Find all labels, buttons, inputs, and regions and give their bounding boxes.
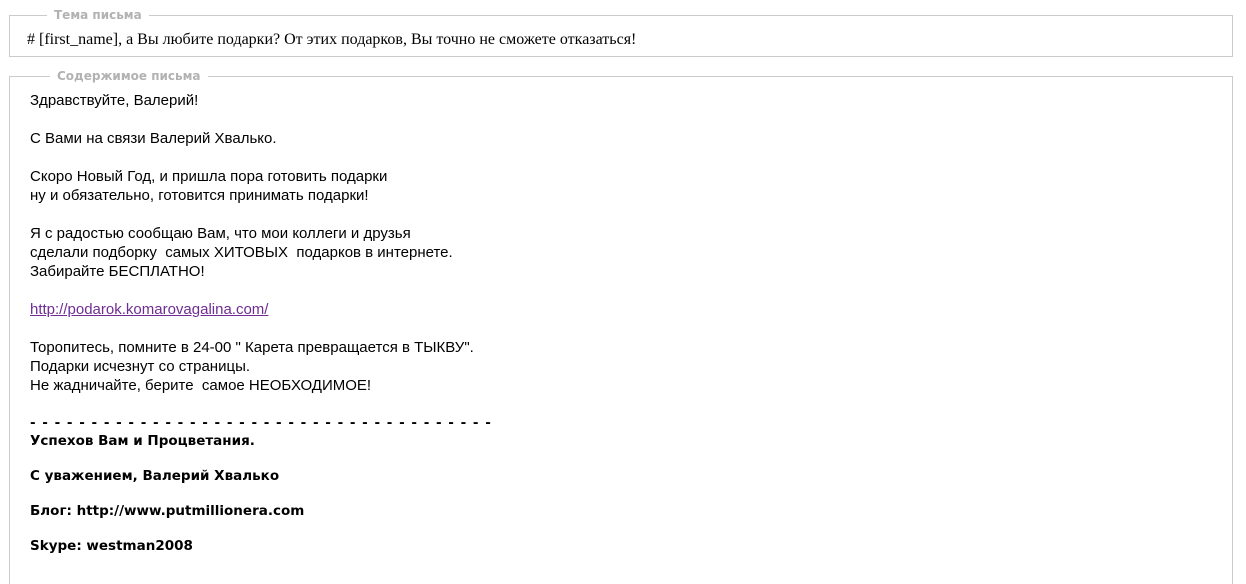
- subject-value: # [first_name], а Вы любите подарки? От этих подарков, Вы точно не сможете отказаться!: [27, 31, 637, 48]
- paragraph-sender: [30, 129, 1212, 148]
- signature-blog-line: Блог: http://www.putmillionera.com: [30, 503, 305, 519]
- body-line: Не жадничайте, берите самое НЕОБХОДИМОЕ!: [30, 377, 372, 394]
- content-legend: Содержимое письма: [57, 69, 201, 83]
- body-line: ну и обязательно, готовится принимать подарки!: [30, 187, 369, 204]
- signature-skype: [30, 537, 1212, 555]
- content-fieldset: [9, 69, 1233, 584]
- signature-regards: [30, 467, 1212, 485]
- paragraph-greeting: [30, 91, 1212, 110]
- body-line: Торопитесь, помните в 24-00 " Карета превращается в ТЫКВУ".: [30, 339, 474, 356]
- body-line: Подарки исчезнут со страницы.: [30, 358, 251, 375]
- gift-link[interactable]: http://podarok.komarovagalina.com/: [30, 301, 269, 318]
- signature-line: Успехов Вам и Процветания.: [30, 433, 255, 449]
- body-line: Скоро Новый Год, и пришла пора готовить подарки: [30, 168, 388, 185]
- paragraph-announcement: [30, 224, 1212, 281]
- signature-line: С уважением, Валерий Хвалько: [30, 468, 280, 484]
- paragraph-urgency: [30, 338, 1212, 395]
- body-line: Забирайте БЕСПЛАТНО!: [30, 263, 205, 280]
- signature-blog: [30, 502, 1212, 520]
- body-line: Здравствуйте, Валерий!: [30, 92, 199, 109]
- paragraph-link: [30, 300, 1212, 319]
- subject-fieldset: [9, 8, 1233, 57]
- signature-separator: - - - - - - - - - - - - - - - - - - - - - - - - - - - - - - - - - - - - - -: [30, 415, 491, 431]
- subject-legend: Тема письма: [54, 8, 142, 22]
- body-line: С Вами на связи Валерий Хвалько.: [30, 130, 277, 147]
- body-line: Я с радостью сообщаю Вам, что мои коллеги и друзья: [30, 225, 411, 242]
- signature-wishes: [30, 414, 1212, 450]
- body-line: сделали подборку самых ХИТОВЫХ подарков в интернете.: [30, 244, 453, 261]
- signature-skype-line: Skype: westman2008: [30, 538, 193, 554]
- paragraph-new-year: [30, 167, 1212, 205]
